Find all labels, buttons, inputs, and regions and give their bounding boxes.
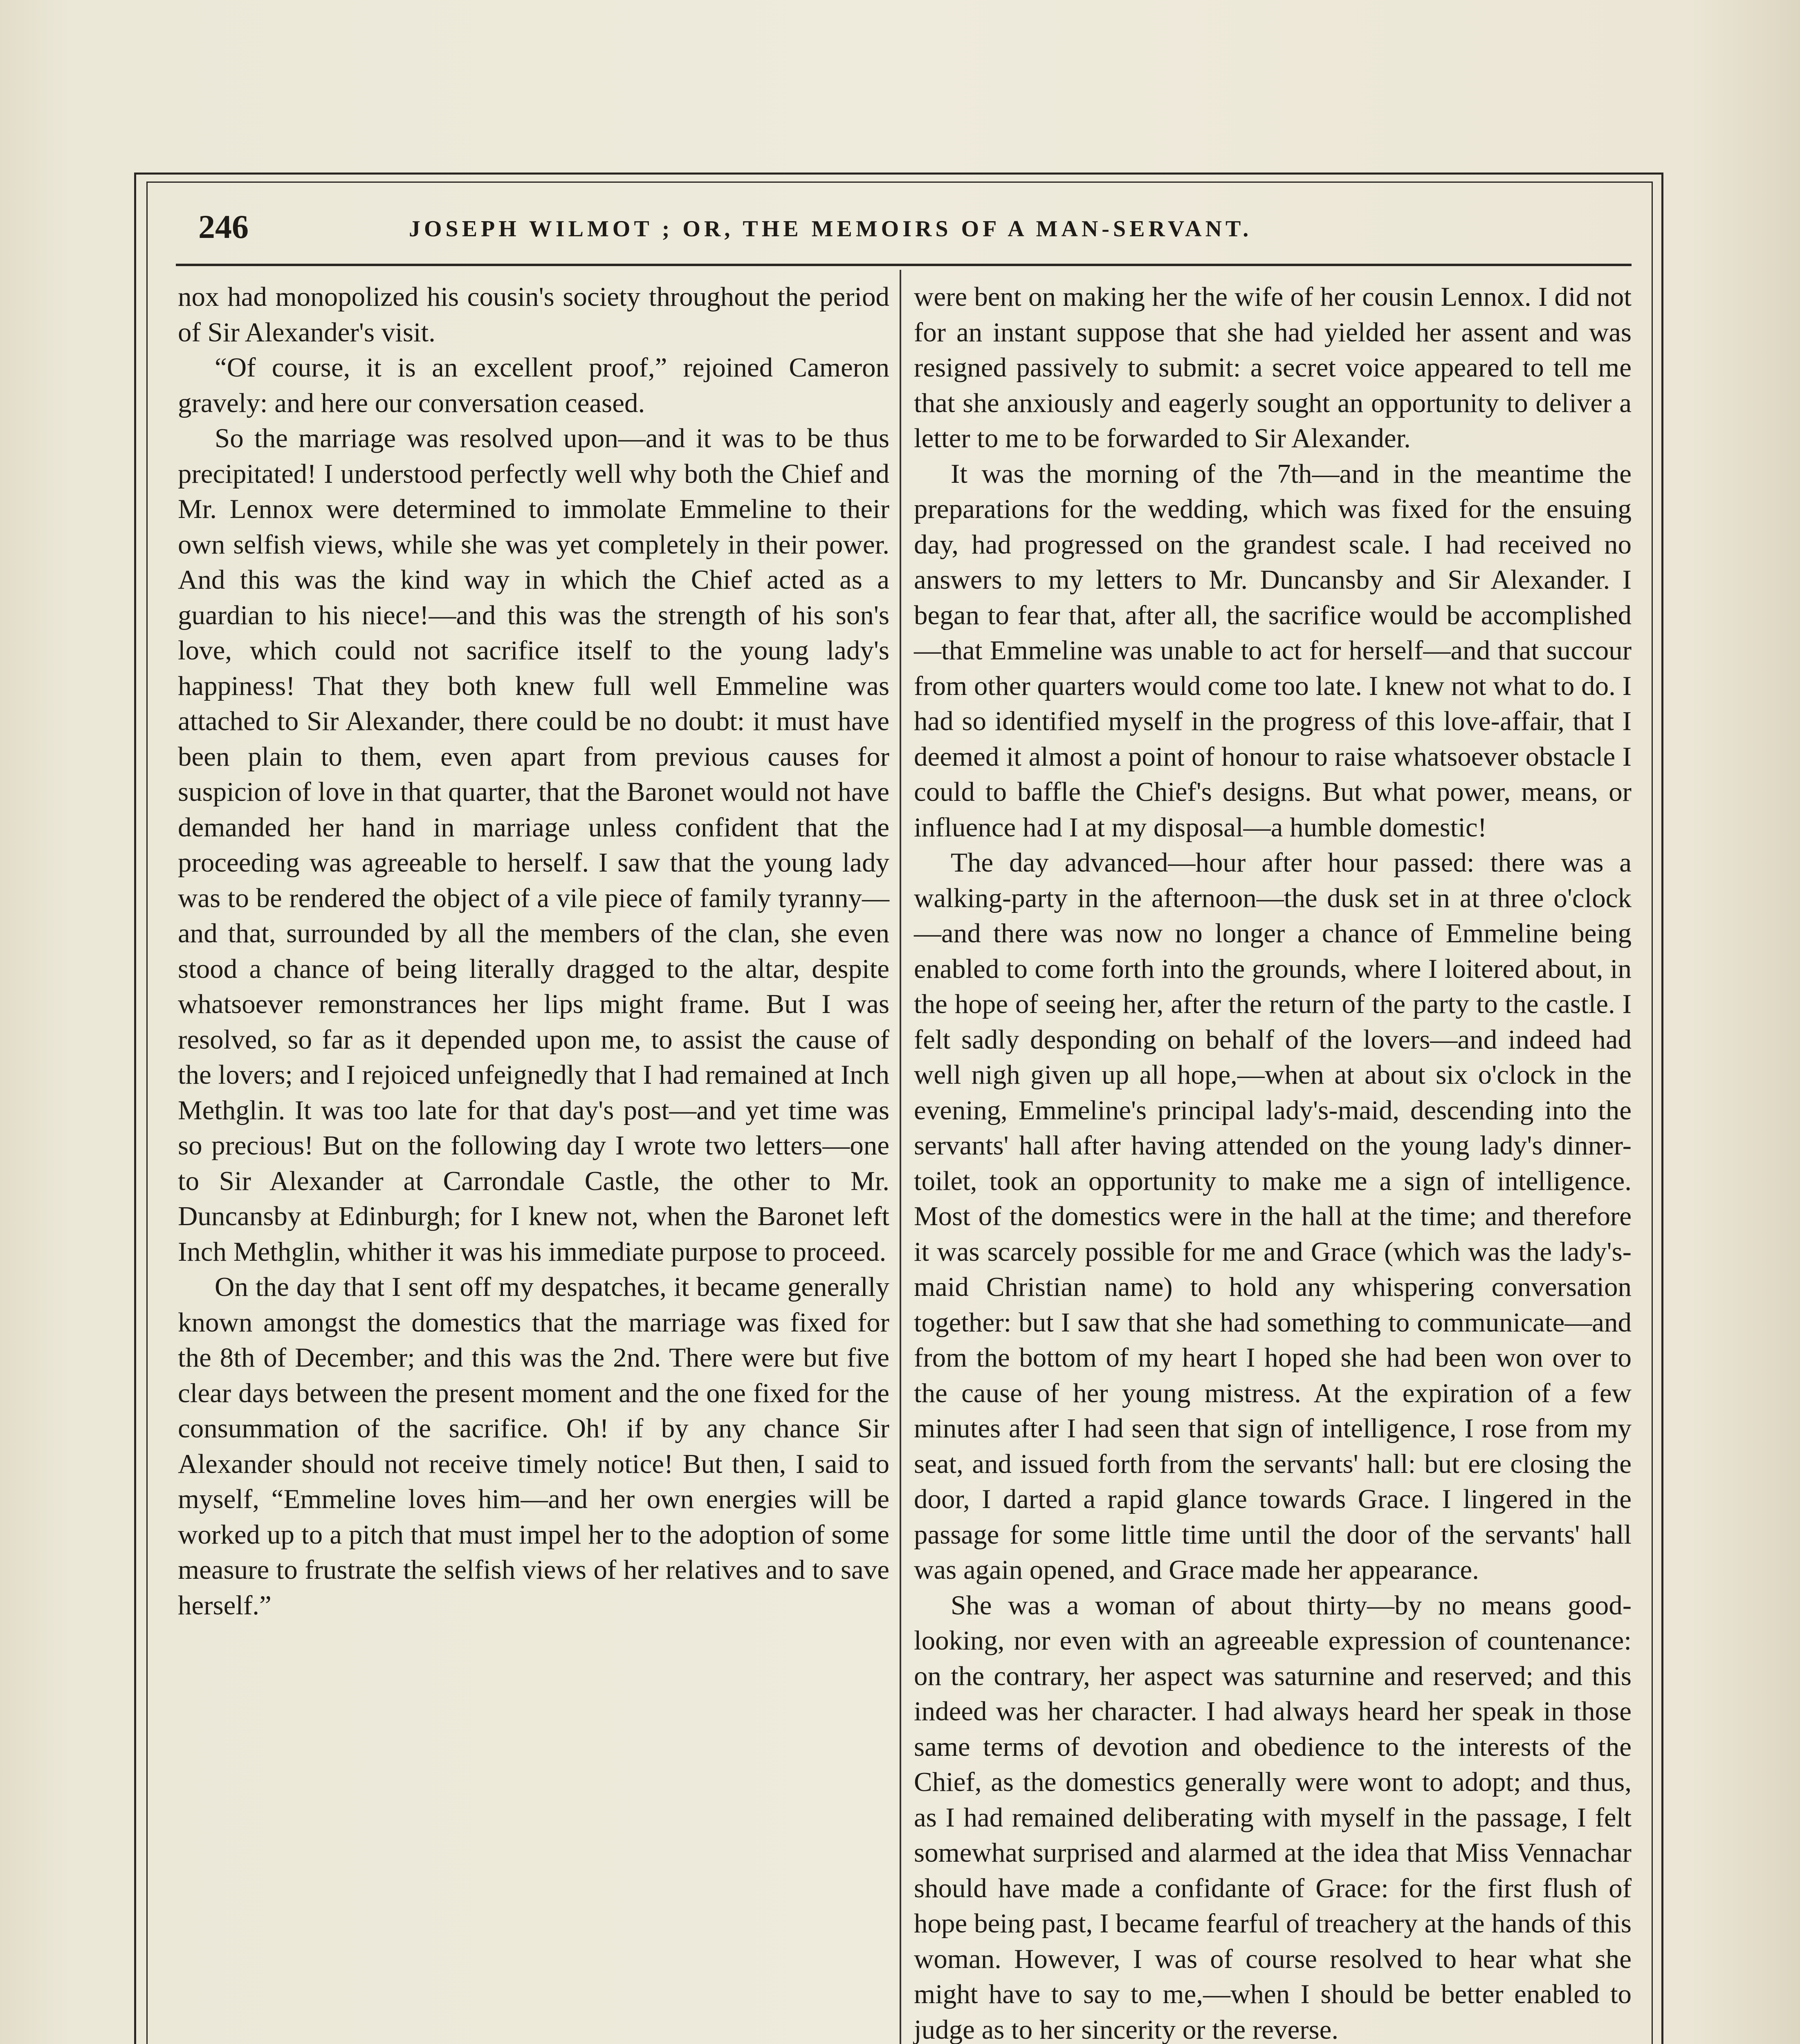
paragraph: The day advanced—hour after hour passed: there was a walking-party in the afternoon—the dusk set in at three o'clock—and there was now no longer a chance of Emmeline being enabled to come forth into the grounds, where I loitered about, in the hope of seeing her, after the return of the party to the castle. I felt sadly desponding on behalf of the lovers—and indeed had well nigh given up all hope,—when at about six o'clock in the evening, Emmeline's principal lady's-maid, descending into the servants' hall after having attended on the young lady's dinner-toilet, took an opportunity to make me a sign of intelligence. Most of the domestics were in the hall at the time; and therefore it was scarcely possible for me and Grace (which was the lady's-maid Christian name) to hold any whispering conversation together: but I saw that she had something to communicate—and from the bottom of my heart I hoped she had been won over to the cause of her young mistress. At the expiration of a few minutes after I had seen that sign of intelligence, I rose from my seat, and issued forth from the servants' hall: but ere closing the door, I darted a rapid glance towards Grace. I lingered in the passage for some little time until the door of the servants' hall was again opened, and Grace made her appearance. [914, 847, 1632, 1585]
paragraph: “Of course, it is an excellent proof,” rejoined Cameron gravely: and here our conversation ceased. [178, 352, 889, 418]
right-column [914, 279, 1632, 2044]
paragraph: She was a woman of about thirty—by no means good-looking, nor even with an agreeable expression of countenance: on the contrary, her aspect was saturnine and reserved; and this indeed was her character. I had always heard her speak in those same terms of devotion and obedience to the interests of the Chief, as the domestics generally were wont to adopt; and thus, as I had remained deliberating with myself in the passage, I felt somewhat surprised and alarmed at the idea that Miss Vennachar should have made a confidante of Grace: for the first flush of hope being past, I became fearful of treachery at the hands of this woman. However, I was of course resolved to hear what she might have to say to me,—when I should be better enabled to judge as to her sincerity or the reverse. [914, 1590, 1632, 2044]
paragraph: On the day that I sent off my despatches, it became generally known amongst the domestics that the marriage was fixed for the 8th of December; and this was the 2nd. There were but five clear days between the present moment and the one fixed for the consummation of the sacrifice. Oh! if by any chance Sir Alexander should not receive timely notice! But then, I said to myself, “Emmeline loves him—and her own energies will be worked up to a pitch that must impel her to the adoption of some measure to frustrate the selfish views of her relatives and to save herself.” [178, 1272, 889, 1620]
paragraph: It was the morning of the 7th—and in the meantime the preparations for the wedding, which was fixed for the ensuing day, had progressed on the grandest scale. I had received no answers to my letters to Mr. Duncansby and Sir Alexander. I began to fear that, after all, the sacrifice would be accomplished—that Emmeline was unable to act for herself—and that succour from other quarters would come too late. I knew not what to do. I had so identified myself in the progress of this love-affair, that I deemed it almost a point of honour to raise whatsoever obstacle I could to baffle the Chief's designs. But what power, means, or influence had I at my disposal—a humble domestic! [914, 458, 1632, 843]
header-rule [176, 264, 1632, 266]
left-column-top [178, 279, 889, 1623]
page-number: 246 [198, 208, 249, 245]
running-head: JOSEPH WILMOT ; OR, THE MEMOIRS OF A MAN-SERVANT. [409, 216, 1252, 242]
paragraph: were bent on making her the wife of her cousin Lennox. I did not for an instant suppose that she had yielded her assent and was resigned passively to submit: a secret voice appeared to tell me that she anxiously and eagerly sought an opportunity to deliver a letter to me to be forwarded to Sir Alexander. [914, 282, 1632, 453]
paragraph: So the marriage was resolved upon—and it was to be thus precipitated! I understood perfectly well why both the Chief and Mr. Lennox were determined to immolate Emmeline to their own selfish views, while she was yet completely in their power. And this was the kind way in which the Chief acted as a guardian to his niece!—and this was the strength of his son's love, which could not sacrifice itself to the young lady's happiness! That they both knew full well Emmeline was attached to Sir Alexander, there could be no doubt: it must have been plain to them, even apart from previous causes for suspicion of love in that quarter, that the Baronet would not have demanded her hand in marriage unless confident that the proceeding was agreeable to herself. I saw that the young lady was to be rendered the object of a vile piece of family tyranny—and that, surrounded by all the members of the clan, she even stood a chance of being literally dragged to the altar, despite whatsoever remonstrances her lips might frame. But I was resolved, so far as it depended upon me, to assist the cause of the lovers; and I rejoiced unfeignedly that I had remained at Inch Methglin. It was too late for that day's post—and yet time was so precious! But on the following day I wrote two letters—one to Sir Alexander at Carrondale Castle, the other to Mr. Duncansby at Edinburgh; for I knew not, when the Baronet left Inch Methglin, whither it was his immediate purpose to proceed. [178, 423, 889, 1267]
paragraph: nox had monopolized his cousin's society throughout the period of Sir Alexander's visit. [178, 282, 889, 347]
column-divider [900, 270, 901, 2044]
